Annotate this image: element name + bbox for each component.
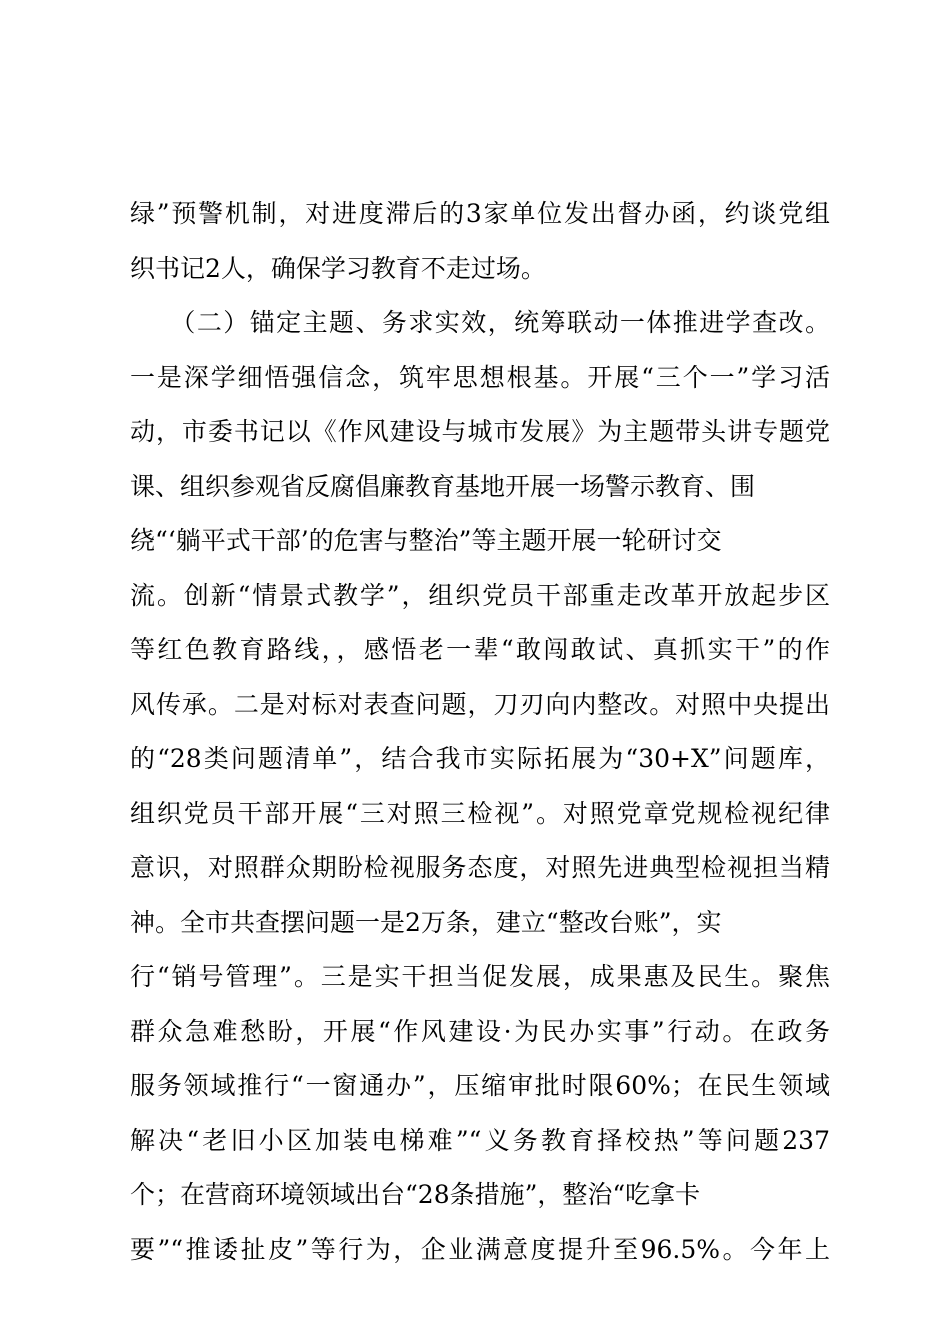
text-line: 服务领域推行“一窗通办”，压缩审批时限60%；在民生领域	[130, 1071, 830, 1100]
text-line: 解决“老旧小区加装电梯难”“义务教育择校热”等问题237	[130, 1125, 830, 1155]
text-line: 动，市委书记以《作风建设与城市发展》为主题带头讲专题党	[130, 417, 830, 446]
body-text	[130, 187, 830, 1277]
text-line: 的“28类问题清单”，结合我市实际拓展为“30+X”问题库，	[130, 744, 830, 773]
text-line: 一是深学细悟强信念，筑牢思想根基。开展“三个一”学习活	[130, 362, 830, 392]
text-line: 群众急难愁盼，开展“作风建设·为民办实事”行动。在政务	[130, 1016, 830, 1046]
text-line: 等红色教育路线，，感悟老一辈“敢闯敢试、真抓实干”的作	[130, 635, 830, 664]
text-line: 个；在营商环境领域出台“28条措施”，整治“吃拿卡	[130, 1180, 701, 1209]
text-line: 要”“推诿扯皮”等行为，企业满意度提升至96.5%。今年上	[130, 1234, 830, 1264]
text-line: 绕“‘躺平式干部’的危害与整治”等主题开展一轮研讨交	[130, 526, 722, 555]
text-line: 流。创新“情景式教学”，组织党员干部重走改革开放起步区	[130, 580, 830, 610]
text-line: 风传承。二是对标对表查问题，刀刃向内整改。对照中央提出	[130, 689, 830, 719]
text-line: 神。全市共查摆问题一是2万条，建立“整改台账”，实	[130, 907, 722, 937]
text-line: 课、组织参观省反腐倡廉教育基地开展一场警示教育、围	[130, 471, 756, 501]
text-line: 意识，对照群众期盼检视服务态度，对照先进典型检视担当精	[130, 853, 830, 882]
text-line: 组织党员干部开展“三对照三检视”。对照党章党规检视纪律	[130, 798, 830, 828]
section-heading-line: （二）锚定主题、务求实效，统筹联动一体推进学查改。	[130, 308, 830, 337]
text-line: 织书记2人，确保学习教育不走过场。	[130, 253, 546, 283]
text-line: 行“销号管理”。三是实干担当促发展，成果惠及民生。聚焦	[130, 962, 830, 991]
text-line: 绿”预警机制，对进度滞后的3家单位发出督办函，约谈党组	[130, 199, 830, 228]
